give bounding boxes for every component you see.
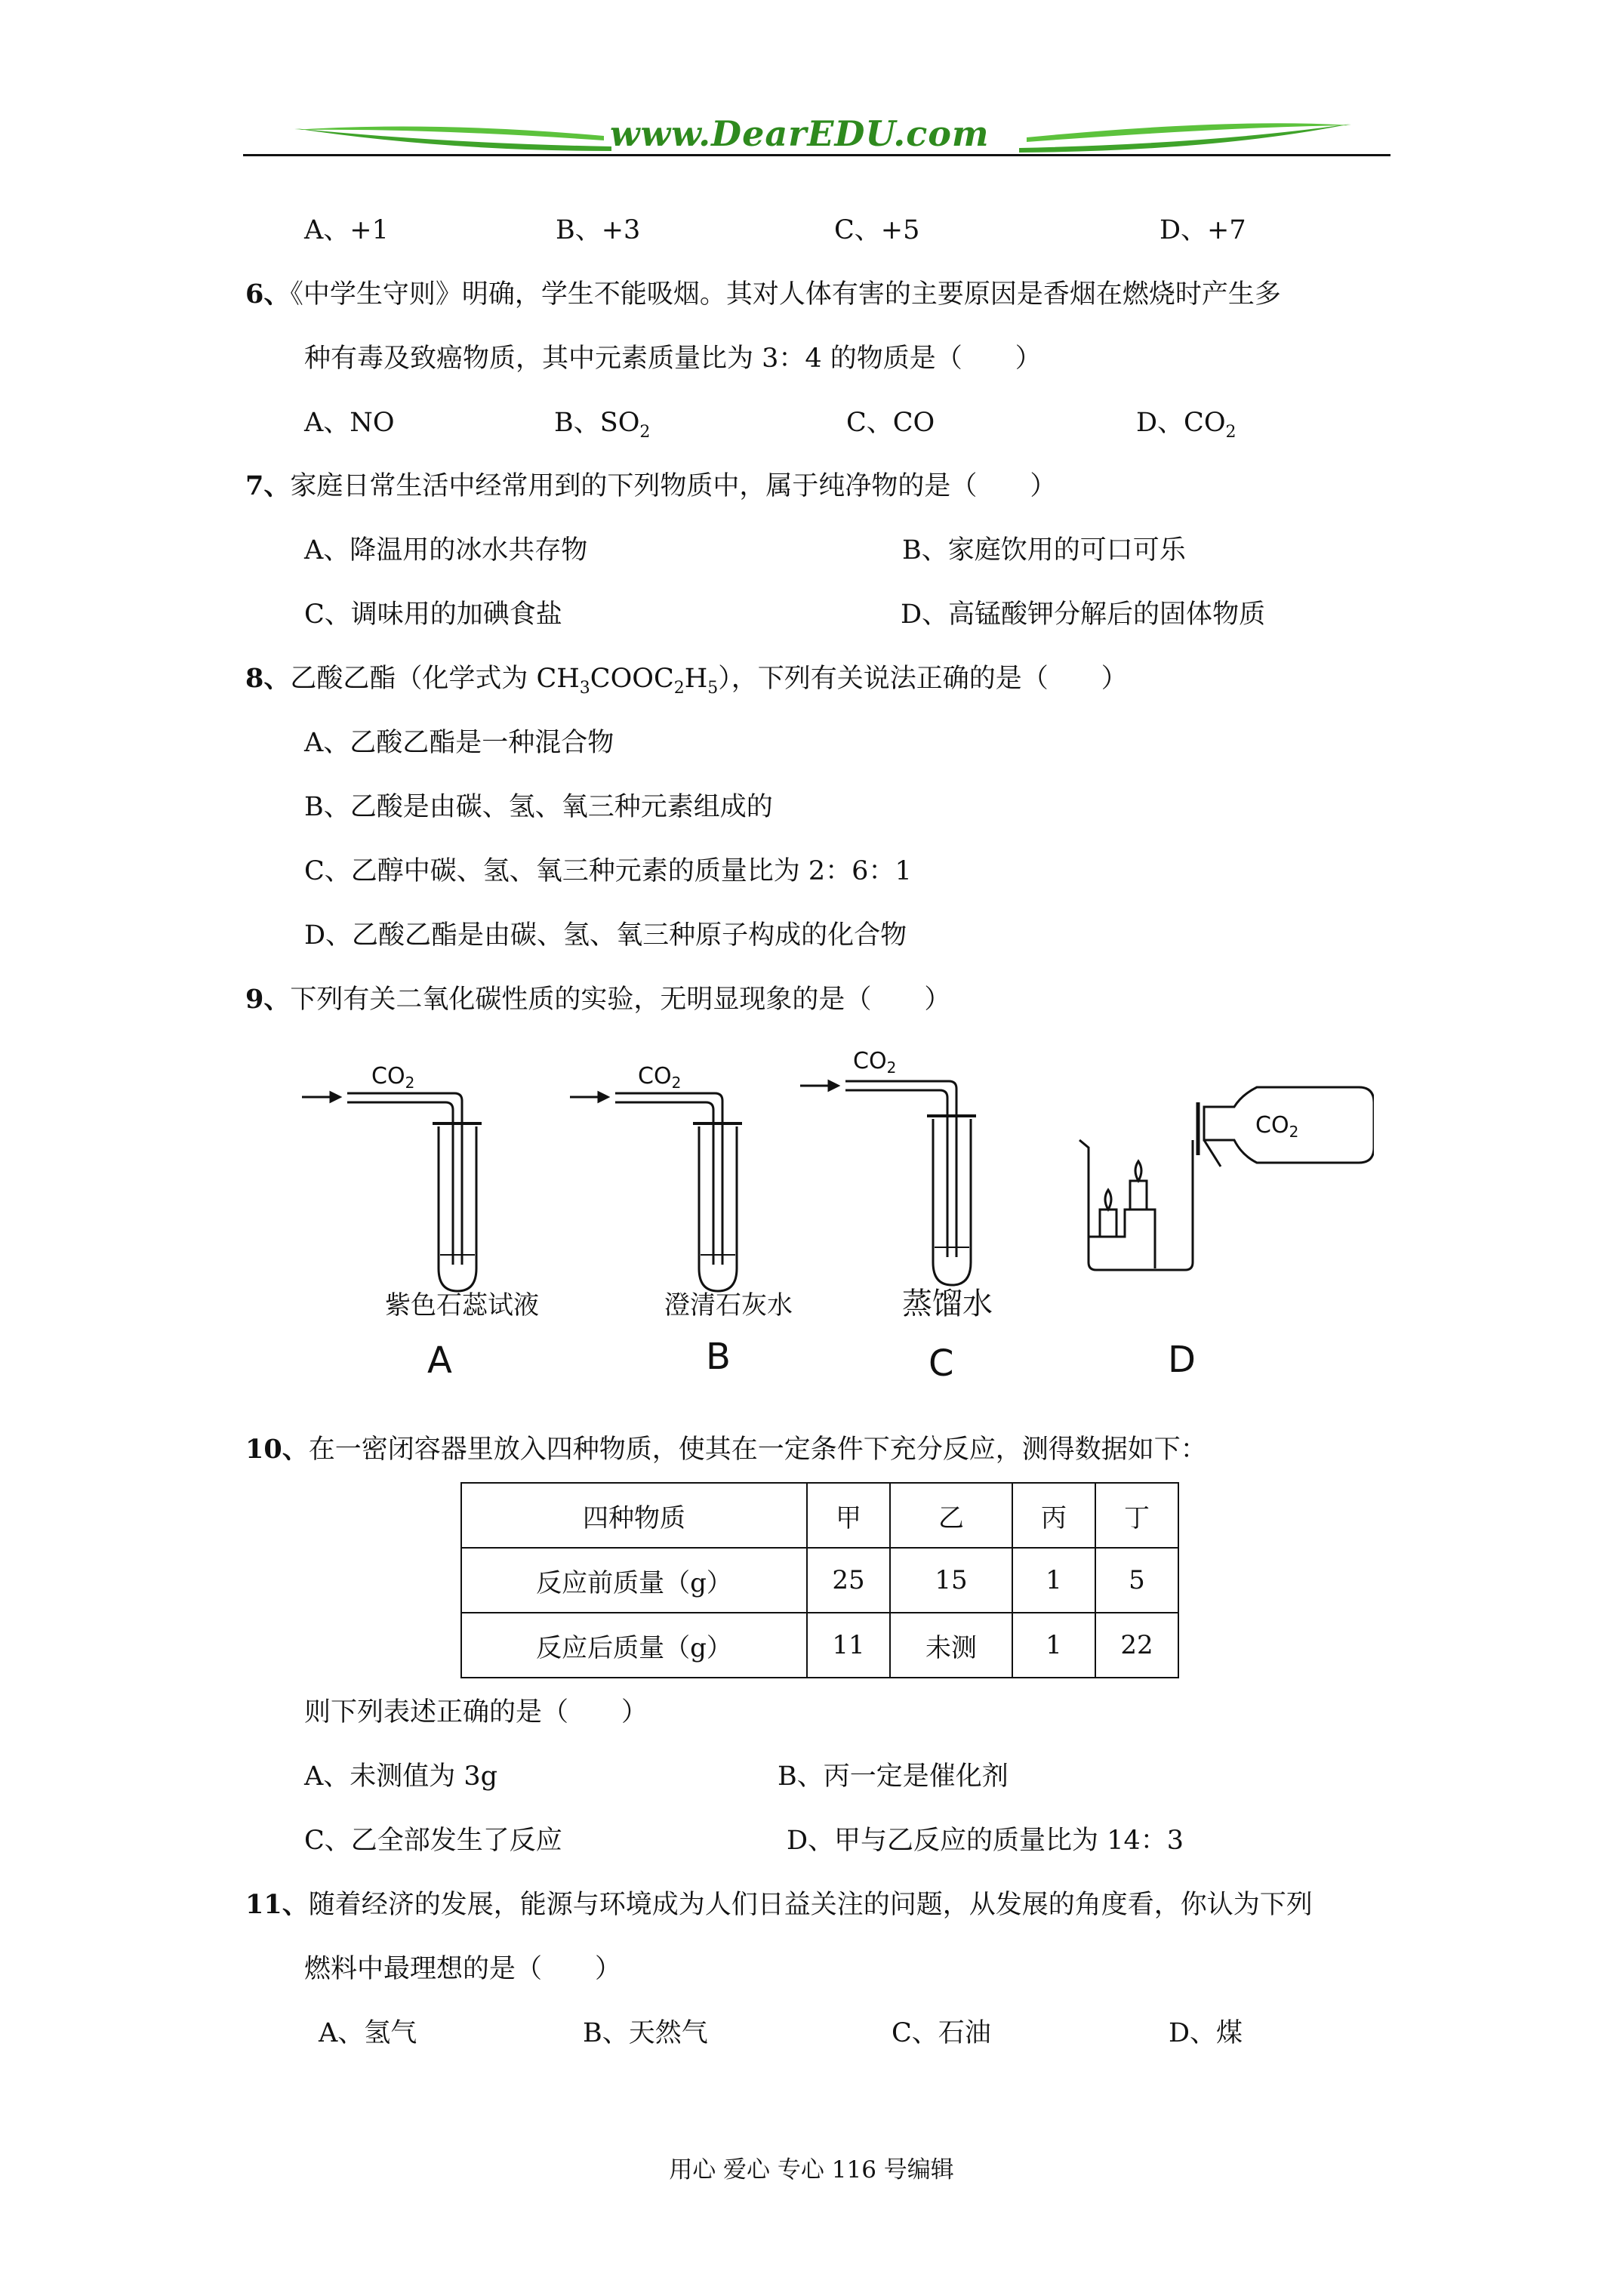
q7-line xyxy=(245,470,1056,503)
q7-option-d: D、高锰酸钾分解后的固体物质 xyxy=(901,599,1266,630)
q11-option-d: D、煤 xyxy=(1169,2018,1243,2048)
q11-option-b: B、天然气 xyxy=(583,2018,708,2048)
q7-number: 7、 xyxy=(245,470,291,501)
table-cell: 1 xyxy=(1012,1548,1095,1613)
q8-option-a: A、乙酸乙酯是一种混合物 xyxy=(304,728,614,758)
header-rule xyxy=(243,154,1390,156)
q5-option-d: D、+7 xyxy=(1160,215,1246,245)
table-cell: 11 xyxy=(807,1613,890,1678)
table-cell: 25 xyxy=(807,1548,890,1613)
q11-option-a: A、氢气 xyxy=(319,2018,417,2048)
q9-experiment-figure xyxy=(287,1042,1374,1419)
q7-option-b: B、家庭饮用的可口可乐 xyxy=(902,535,1186,566)
q8-number: 8、 xyxy=(245,663,291,694)
q6-line2: 种有毒及致癌物质，其中元素质量比为 3：4 的物质是（ ） xyxy=(304,344,1042,374)
q6-option-b-sub: 2 xyxy=(639,423,651,442)
q9-gas-label-a: $CO_2$ xyxy=(371,1063,415,1092)
q6-option-a: A、NO xyxy=(304,408,395,438)
q8-option-d: D、乙酸乙酯是由碳、氢、氧三种原子构成的化合物 xyxy=(304,920,907,951)
q10-option-a: A、未测值为 3g xyxy=(304,1761,498,1792)
q8-sub-1: 3 xyxy=(579,679,590,698)
q10-data-table xyxy=(460,1482,1179,1678)
q9-gas-label-c: $CO_2$ xyxy=(853,1048,897,1077)
q8-option-b: B、乙酸是由碳、氢、氧三种元素组成的 xyxy=(304,792,773,822)
table-header-cell: 乙 xyxy=(890,1483,1012,1548)
q10-number: 10、 xyxy=(245,1434,309,1465)
table-header-cell: 甲 xyxy=(807,1483,890,1548)
q11-number: 11、 xyxy=(245,1889,309,1920)
q6-option-d-text: D、CO xyxy=(1136,408,1226,438)
q5-option-c: C、+5 xyxy=(834,215,920,245)
q11-line1 xyxy=(245,1888,1313,1922)
q6-option-d xyxy=(1136,406,1236,449)
q8-line xyxy=(245,662,1128,705)
q6-option-b xyxy=(554,406,650,449)
q8-stem-post: ），下列有关说法正确的是（ ） xyxy=(718,664,1128,694)
q9-gas-label-d: $CO_2$ xyxy=(1255,1112,1299,1141)
table-header-cell: 四种物质 xyxy=(461,1483,807,1548)
q6-stem-1: 《中学生守则》明确，学生不能吸烟。其对人体有害的主要原因是香烟在燃烧时产生多 xyxy=(290,279,1281,310)
table-cell: 未测 xyxy=(890,1613,1012,1678)
q8-stem-mid2: H xyxy=(684,664,708,694)
table-row xyxy=(461,1613,1178,1678)
q10-line xyxy=(245,1433,1207,1466)
table-cell: 反应后质量（g） xyxy=(461,1613,807,1678)
q9-number: 9、 xyxy=(245,984,291,1015)
q9-gas-label-b: $CO_2$ xyxy=(638,1063,682,1092)
q6-option-d-sub: 2 xyxy=(1225,423,1236,442)
header-logo: www.DearEDU.com xyxy=(610,113,990,154)
q8-stem-pre: 乙酸乙酯（化学式为 CH xyxy=(290,664,580,694)
q8-sub-2: 2 xyxy=(673,679,685,698)
q6-option-b-text: B、SO xyxy=(554,408,640,438)
table-cell: 5 xyxy=(1095,1548,1178,1613)
q7-option-a: A、降温用的冰水共存物 xyxy=(304,535,588,566)
q9-letter-b: B xyxy=(706,1336,731,1378)
q9-letter-a: A xyxy=(427,1339,452,1382)
q9-letter-c: C xyxy=(929,1342,954,1385)
q6-line1 xyxy=(245,278,1281,311)
table-cell: 22 xyxy=(1095,1613,1178,1678)
q8-stem-mid1: COOC xyxy=(590,664,674,694)
q5-option-b: B、+3 xyxy=(556,215,641,245)
q11-stem-1: 随着经济的发展，能源与环境成为人们日益关注的问题，从发展的角度看，你认为下列 xyxy=(308,1890,1313,1920)
table-header-cell: 丙 xyxy=(1012,1483,1095,1548)
q9-label-water: 蒸馏水 xyxy=(902,1287,993,1321)
q7-option-c: C、调味用的加碘食盐 xyxy=(304,599,562,630)
page-footer: 用心 爱心 专心 116 号编辑 xyxy=(669,2156,954,2184)
q5-option-a: A、+1 xyxy=(304,215,389,245)
q9-stem: 下列有关二氧化碳性质的实验，无明显现象的是（ ） xyxy=(290,985,951,1015)
q9-label-limewater: 澄清石灰水 xyxy=(664,1290,793,1321)
q10-option-b: B、丙一定是催化剂 xyxy=(778,1761,1009,1792)
q8-sub-3: 5 xyxy=(707,679,719,698)
q11-option-c: C、石油 xyxy=(892,2018,991,2048)
q10-option-c: C、乙全部发生了反应 xyxy=(304,1826,562,1856)
q10-stem: 在一密闭容器里放入四种物质，使其在一定条件下充分反应，测得数据如下： xyxy=(308,1435,1207,1465)
q6-number: 6、 xyxy=(245,279,291,310)
q8-option-c: C、乙醇中碳、氢、氧三种元素的质量比为 2：6：1 xyxy=(304,856,912,886)
q7-stem: 家庭日常生活中经常用到的下列物质中，属于纯净物的是（ ） xyxy=(290,471,1057,501)
table-cell: 1 xyxy=(1012,1613,1095,1678)
q10-follow: 则下列表述正确的是（ ） xyxy=(304,1697,648,1727)
q10-option-d: D、甲与乙反应的质量比为 14：3 xyxy=(787,1826,1184,1856)
q6-option-c: C、CO xyxy=(846,408,935,438)
table-header-cell: 丁 xyxy=(1095,1483,1178,1548)
q9-label-litmus: 紫色石蕊试液 xyxy=(385,1290,539,1321)
table-cell: 15 xyxy=(890,1548,1012,1613)
table-row xyxy=(461,1548,1178,1613)
q11-line2: 燃料中最理想的是（ ） xyxy=(304,1954,622,1984)
q9-letter-d: D xyxy=(1168,1339,1196,1381)
table-header-row xyxy=(461,1483,1178,1548)
table-cell: 反应前质量（g） xyxy=(461,1548,807,1613)
q9-line xyxy=(245,983,950,1016)
